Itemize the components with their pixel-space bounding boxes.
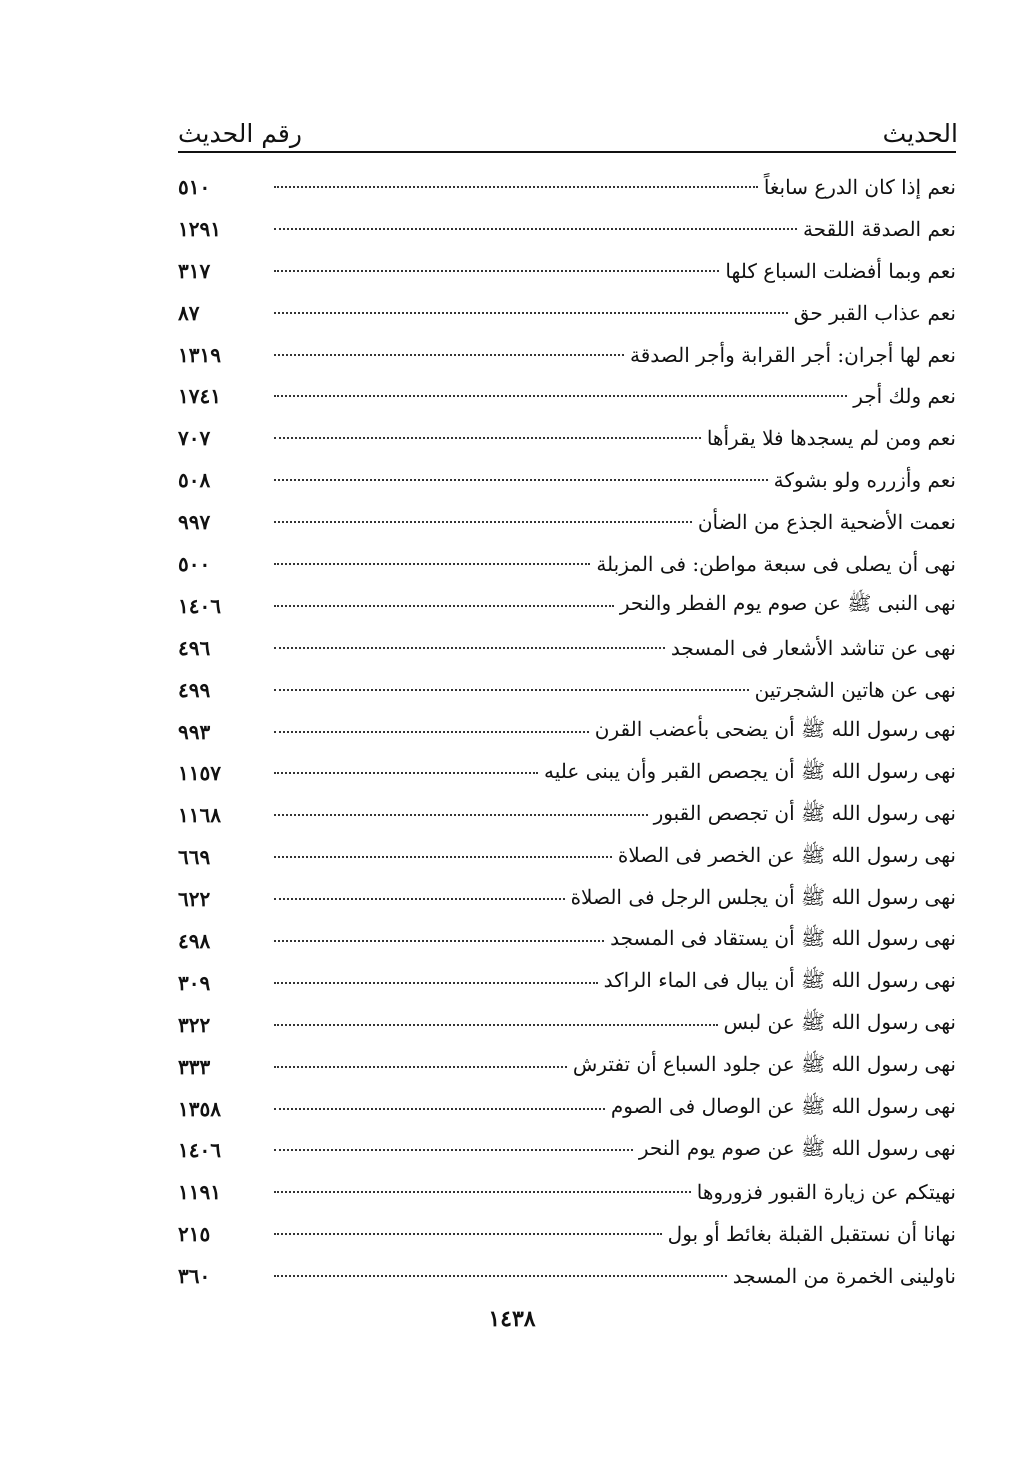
- hadith-text: نعم ومن لم يسجدها فلا يقرأها: [706, 426, 956, 451]
- index-row: [178, 669, 956, 711]
- index-row: [178, 1004, 956, 1046]
- dot-leader: [274, 731, 589, 733]
- index-row: [178, 1129, 956, 1171]
- hadith-number: ٣٠٩: [178, 970, 211, 995]
- dot-leader: [274, 1108, 605, 1110]
- hadith-number: ١٤٠٦: [178, 593, 221, 618]
- index-row: [178, 878, 956, 920]
- hadith-number: ١٢٩١: [178, 216, 221, 241]
- index-row: [178, 208, 956, 250]
- hadith-text: نعم إذا كان الدرع سابغاً: [763, 174, 956, 199]
- index-row: [178, 375, 956, 417]
- hadith-text: نهى عن تناشد الأشعار فى المسجد: [670, 635, 956, 660]
- dot-leader: [274, 772, 538, 774]
- index-row: [178, 459, 956, 501]
- hadith-number: ١٤٠٦: [178, 1138, 221, 1163]
- dot-leader: [274, 856, 612, 858]
- hadith-text: نهى أن يصلى فى سبعة مواطن: فى المزبلة: [596, 551, 956, 576]
- hadith-number: ١١٩١: [178, 1180, 221, 1205]
- index-row: [178, 1255, 956, 1297]
- hadith-text: نهى النبى ﷺ عن صوم يوم الفطر والنحر: [619, 591, 956, 616]
- dot-leader: [274, 1149, 633, 1151]
- index-row: [178, 585, 956, 627]
- index-row: [178, 1046, 956, 1088]
- index-row: [178, 962, 956, 1004]
- hadith-number: ٩٩٣: [178, 719, 211, 744]
- dot-leader: [274, 1066, 567, 1068]
- hadith-number: ١١٦٨: [178, 803, 221, 828]
- hadith-text: نعم لها أجران: أجر القرابة وأجر الصدقة: [629, 342, 956, 367]
- hadith-number: ٥٠٠: [178, 551, 211, 576]
- hadith-number: ١٣١٩: [178, 342, 221, 367]
- hadith-text: نهيتكم عن زيارة القبور فزوروها: [696, 1180, 956, 1205]
- hadith-text: نعم الصدقة اللقحة: [802, 216, 956, 241]
- dot-leader: [274, 1275, 727, 1277]
- hadith-number: ٧٠٧: [178, 426, 211, 451]
- index-row: [178, 920, 956, 962]
- dot-leader: [274, 354, 624, 356]
- hadith-number: ٢١٥: [178, 1222, 211, 1247]
- index-row: [178, 250, 956, 292]
- dot-leader: [274, 647, 665, 649]
- hadith-number: ٣٣٣: [178, 1054, 211, 1079]
- hadith-text: نعم ولك أجر: [853, 384, 956, 409]
- hadith-number: ٣٢٢: [178, 1012, 211, 1037]
- index-row: [178, 166, 956, 208]
- index-row: [178, 752, 956, 794]
- page-header: [178, 104, 958, 150]
- dot-leader: [274, 982, 598, 984]
- hadith-number: ١٧٤١: [178, 384, 221, 409]
- dot-leader: [274, 940, 604, 942]
- page-number: ١٤٣٨: [488, 1306, 536, 1332]
- dot-leader: [274, 228, 797, 230]
- hadith-number: ٣٦٠: [178, 1264, 211, 1289]
- index-row: [178, 501, 956, 543]
- index-row: [178, 836, 956, 878]
- hadith-text: نعم وبما أفضلت السباع كلها: [725, 258, 956, 283]
- hadith-text: نهى رسول الله ﷺ أن يضحى بأعضب القرن: [594, 717, 956, 742]
- hadith-number: ٤٩٨: [178, 928, 211, 953]
- hadith-number: ٥١٠: [178, 174, 211, 199]
- dot-leader: [274, 437, 701, 439]
- hadith-number: ٥٠٨: [178, 468, 211, 493]
- dot-leader: [274, 898, 565, 900]
- hadith-text: ناولينى الخمرة من المسجد: [732, 1264, 956, 1289]
- header-rule: [178, 151, 956, 153]
- dot-leader: [274, 1191, 691, 1193]
- hadith-text: نهى رسول الله ﷺ أن يستقاد فى المسجد: [610, 926, 956, 951]
- hadith-number: ١١٥٧: [178, 761, 221, 786]
- hadith-text: نهى رسول الله ﷺ أن يبال فى الماء الراكد: [603, 968, 956, 993]
- hadith-index-list: [178, 166, 956, 1297]
- column-heading-hadith-number: رقم الحديث: [178, 119, 302, 148]
- dot-leader: [274, 395, 847, 397]
- hadith-text: نهانا أن نستقبل القبلة بغائط أو بول: [667, 1222, 956, 1247]
- index-row: [178, 711, 956, 753]
- hadith-text: نعم وأزرره ولو بشوكة: [773, 468, 956, 493]
- index-row: [178, 543, 956, 585]
- hadith-text: نهى رسول الله ﷺ عن صوم يوم النحر: [638, 1135, 956, 1160]
- dot-leader: [274, 186, 758, 188]
- dot-leader: [274, 479, 768, 481]
- dot-leader: [274, 814, 648, 816]
- hadith-text: نهى رسول الله ﷺ عن الوصال فى الصوم: [610, 1094, 956, 1119]
- index-row: [178, 627, 956, 669]
- hadith-number: ٦٢٢: [178, 887, 211, 912]
- hadith-text: نهى رسول الله ﷺ عن جلود السباع أن تفترش: [572, 1052, 956, 1077]
- index-row: [178, 1088, 956, 1130]
- dot-leader: [274, 1024, 718, 1026]
- dot-leader: [274, 270, 719, 272]
- hadith-text: نهى رسول الله ﷺ عن لبس: [723, 1010, 956, 1035]
- dot-leader: [274, 521, 692, 523]
- index-row: [178, 1213, 956, 1255]
- hadith-number: ٣١٧: [178, 258, 211, 283]
- hadith-text: نهى رسول الله ﷺ عن الخصر فى الصلاة: [617, 842, 956, 867]
- hadith-text: نعم عذاب القبر حق: [793, 300, 956, 325]
- hadith-text: نهى رسول الله ﷺ أن يجلس الرجل فى الصلاة: [570, 884, 956, 909]
- hadith-number: ٩٩٧: [178, 510, 211, 535]
- hadith-text: نهى رسول الله ﷺ أن يجصص القبر وأن يبنى عليه: [543, 758, 956, 783]
- index-row: [178, 417, 956, 459]
- hadith-text: نعمت الأضحية الجذع من الضأن: [697, 510, 956, 535]
- hadith-number: ٨٧: [178, 300, 200, 325]
- hadith-text: نهى رسول الله ﷺ أن تجصص القبور: [653, 800, 956, 825]
- index-row: [178, 334, 956, 376]
- hadith-number: ٦٦٩: [178, 845, 211, 870]
- column-heading-hadith: الحديث: [882, 119, 958, 148]
- hadith-number: ١٣٥٨: [178, 1096, 221, 1121]
- dot-leader: [274, 312, 788, 314]
- hadith-number: ٤٩٩: [178, 677, 211, 702]
- dot-leader: [274, 689, 749, 691]
- dot-leader: [274, 1233, 662, 1235]
- hadith-text: نهى عن هاتين الشجرتين: [754, 677, 956, 702]
- dot-leader: [274, 563, 590, 565]
- hadith-number: ٤٩٦: [178, 635, 211, 660]
- index-row: [178, 1171, 956, 1213]
- dot-leader: [274, 605, 614, 607]
- index-row: [178, 794, 956, 836]
- index-row: [178, 292, 956, 334]
